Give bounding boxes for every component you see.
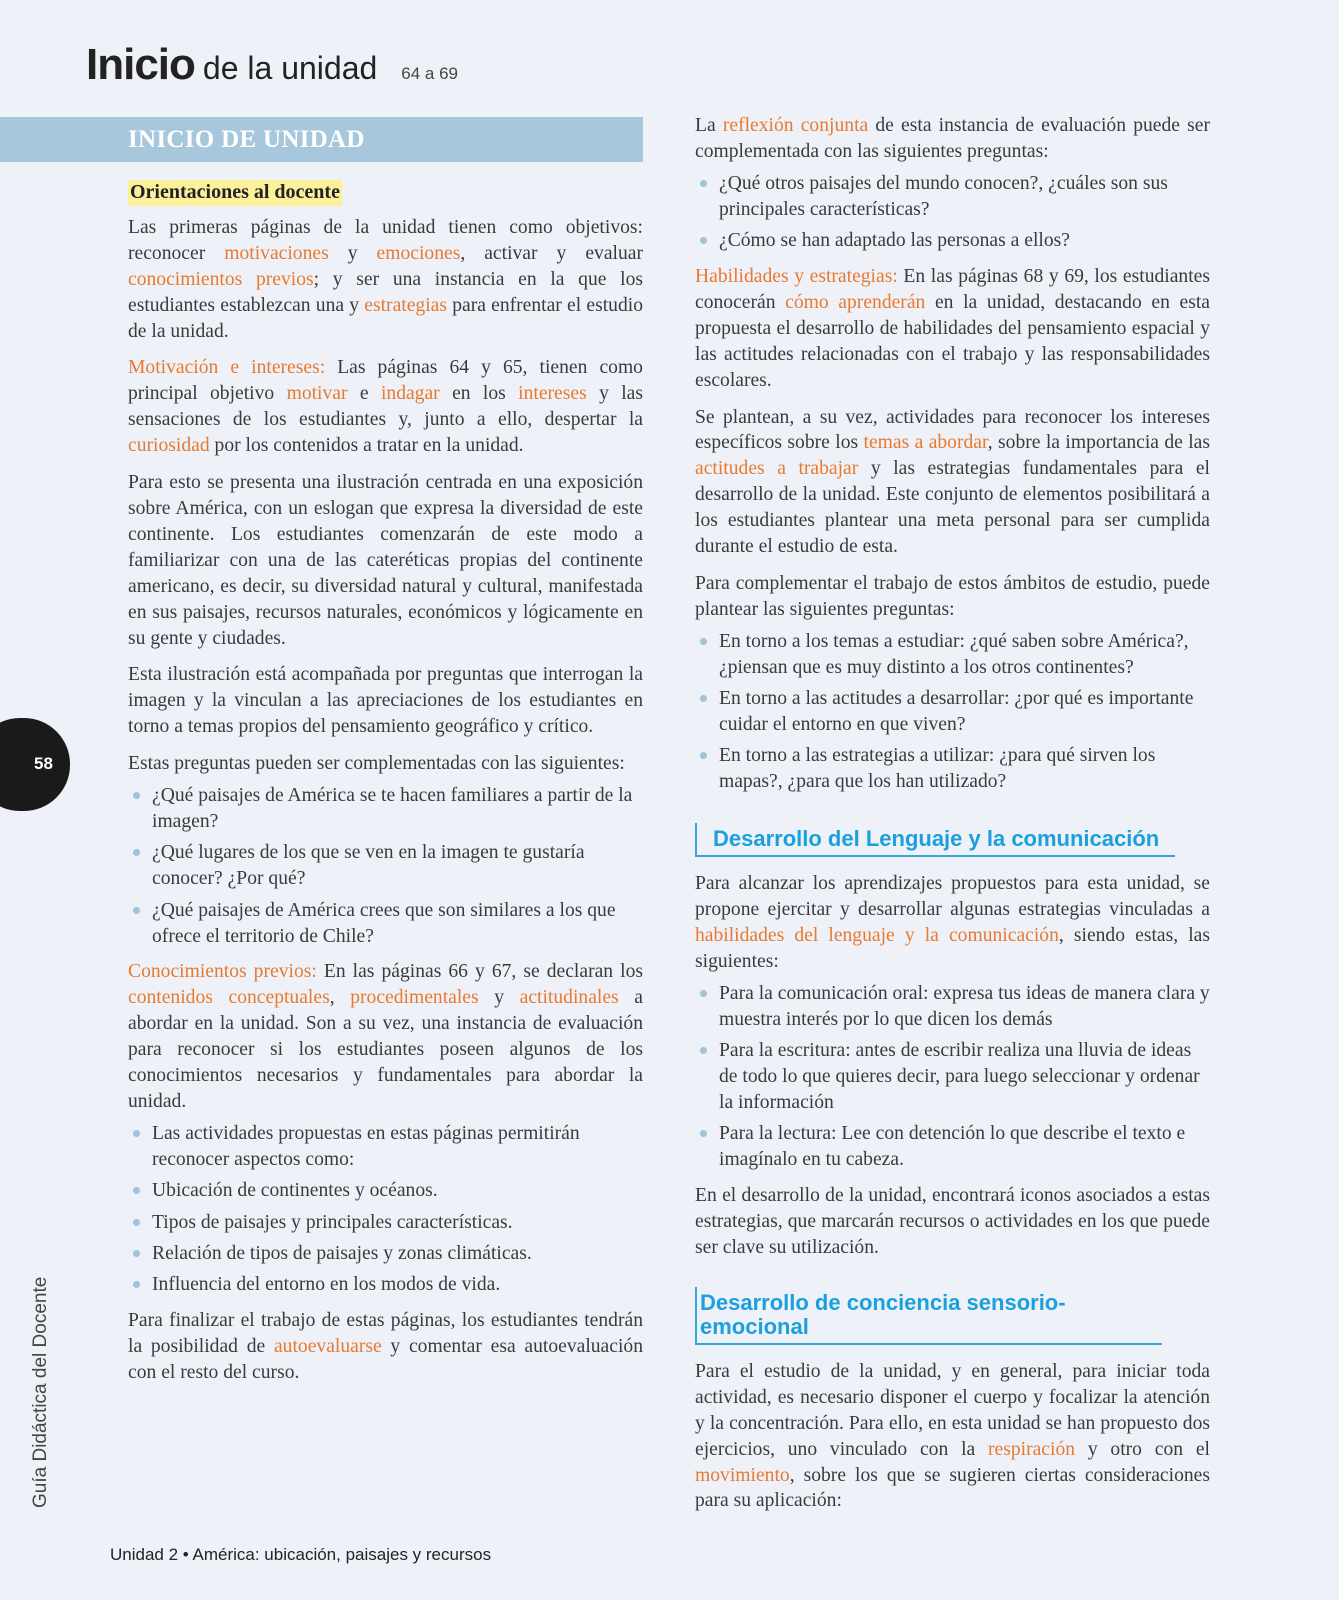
text: y las estrategias fundamentales para el desarrollo de la unidad. Este conjunto de elementos posibilitará a los estudiantes plantear una meta personal para ser cumplida durante el estudio de esta. — [695, 458, 1210, 558]
bullet-icon — [133, 907, 140, 914]
subheading: Habilidades y estrategias: — [695, 266, 898, 288]
text: Las páginas 64 y 65, tienen como principal objetivo — [128, 357, 643, 405]
bullet-icon — [700, 990, 707, 997]
text: Para el estudio de la unidad, y en general, para iniciar toda actividad, es necesario disponer el cuerpo y focalizar la atención y la concentración. Para ello, en esta unidad se han propuesto dos ejercicios, uno vinculado con la — [695, 1360, 1210, 1460]
list-item — [128, 1241, 643, 1267]
list-text: Ubicación de continentes y océanos. — [152, 1180, 438, 1202]
list-text: Influencia del entorno en los modos de vida. — [152, 1274, 501, 1296]
text: , sobre la importancia de las — [987, 432, 1211, 454]
page-number-tab — [0, 718, 70, 811]
text: , sobre los que se sugieren ciertas consideraciones para su aplicación: — [695, 1464, 1210, 1512]
list-item — [695, 743, 1210, 795]
bullet-icon — [133, 1281, 140, 1288]
list-text: Para la lectura: Lee con detención lo que describe el texto e imagínalo en tu cabeza. — [719, 1123, 1186, 1171]
header-pages: 64 a 69 — [401, 64, 459, 83]
subheading: Conocimientos previos: — [128, 961, 317, 983]
text: por los contenidos a tratar en la unidad. — [209, 435, 524, 457]
bullet-icon — [700, 237, 707, 244]
list-item — [128, 783, 643, 835]
text: ; y ser una instancia en la que los estudiantes establezcan una y — [128, 268, 643, 316]
text: y las sensaciones de los estudiantes y, junto a ello, despertar la — [128, 383, 643, 431]
text: , — [329, 987, 351, 1009]
text: para enfrentar el estudio de la unidad. — [128, 294, 643, 342]
list-item — [128, 1210, 643, 1236]
header-title-bold: Inicio — [86, 40, 195, 89]
list-item — [695, 1121, 1210, 1173]
bullet-icon — [700, 1130, 707, 1137]
bullet-icon — [133, 1130, 140, 1137]
aspect-list — [128, 1121, 643, 1298]
highlight: temas a abordar — [863, 432, 988, 454]
footer: Unidad 2 • América: ubicación, paisajes y recursos — [110, 1545, 492, 1564]
paragraph — [695, 871, 1210, 975]
list-item — [128, 1178, 643, 1204]
highlight: contenidos conceptuales — [128, 987, 330, 1009]
bullet-icon — [700, 1047, 707, 1054]
bullet-icon — [700, 695, 707, 702]
list-text: ¿Qué paisajes de América se te hacen familiares a partir de la imagen? — [152, 785, 633, 832]
paragraph — [128, 355, 643, 459]
highlight: motivaciones — [224, 242, 329, 264]
highlight: curiosidad — [128, 435, 210, 457]
banner-title: INICIO DE UNIDAD — [128, 126, 365, 153]
question-list — [695, 171, 1210, 254]
text: e — [347, 383, 381, 405]
text: , activar y evaluar — [460, 242, 643, 264]
bullet-icon — [133, 849, 140, 856]
highlight: estrategias — [364, 294, 447, 316]
list-text: En torno a las estrategias a utilizar: ¿para qué sirven los mapas?, ¿para que los han utilizado? — [719, 745, 1156, 793]
text: Para alcanzar los aprendizajes propuestos para esta unidad, se propone ejercitar y desarrollar algunas estrategias vinculadas a — [695, 873, 1210, 921]
list-text: Para la comunicación oral: expresa tus ideas de manera clara y muestra interés por lo que dicen los demás — [719, 982, 1210, 1030]
list-text: Tipos de paisajes y principales características. — [152, 1211, 513, 1233]
page-number: 58 — [34, 754, 53, 773]
side-title: Guía Didáctica del Docente — [30, 1276, 51, 1508]
text: Para finalizar el trabajo de estas páginas, los estudiantes tendrán la posibilidad de — [128, 1310, 643, 1358]
left-column — [128, 180, 643, 1397]
highlight: motivar — [286, 383, 348, 405]
list-item — [128, 1121, 643, 1173]
highlight: movimiento — [695, 1464, 790, 1486]
highlight: procedimentales — [350, 987, 479, 1009]
text: En las páginas 68 y 69, los estudiantes conocerán — [695, 266, 1210, 313]
list-text: ¿Cómo se han adaptado las personas a ellos? — [719, 230, 1070, 252]
highlight: autoevaluarse — [273, 1336, 382, 1358]
text: y — [328, 242, 377, 264]
section-heading-sensorio: Desarrollo de conciencia sensorio-emocional — [695, 1287, 1162, 1345]
page-header — [86, 40, 458, 90]
list-text: En torno a las actitudes a desarrollar: ¿por qué es importante cuidar el entorno en que viven? — [719, 688, 1194, 736]
highlight: cómo aprenderán — [785, 291, 926, 313]
bullet-icon — [133, 1250, 140, 1257]
text: Las primeras páginas de la unidad tienen como objetivos: reconocer — [128, 216, 643, 264]
paragraph — [695, 264, 1210, 394]
list-item — [695, 1038, 1210, 1116]
question-list — [695, 629, 1210, 795]
highlight: indagar — [380, 383, 440, 405]
list-item — [128, 1272, 643, 1298]
list-text: Para la escritura: antes de escribir realiza una lluvia de ideas de todo lo que quieres decir, para luego seleccionar y ordenar la información — [719, 1040, 1200, 1113]
paragraph: Para complementar el trabajo de estos ámbitos de estudio, puede plantear las siguientes preguntas: — [695, 573, 1210, 620]
paragraph: Estas preguntas pueden ser complementadas con las siguientes: — [128, 753, 625, 775]
section-heading-lenguaje: Desarrollo del Lenguaje y la comunicación — [695, 823, 1175, 857]
bullet-icon — [133, 1187, 140, 1194]
text: y otro con el — [1075, 1438, 1210, 1460]
list-item — [695, 171, 1210, 223]
text: en los — [439, 383, 519, 405]
list-item — [695, 228, 1210, 254]
bullet-icon — [700, 180, 707, 187]
paragraph: Para esto se presenta una ilustración centrada en una exposición sobre América, con un eslogan que expresa la diversidad de este continente. Los estudiantes comenzarán de este modo a familiarizar con una de las cateréticas propias del continente americano, es decir, su diversidad natural y cultural, manifestada en sus paisajes, recursos naturales, económicos y lógicamente en su gente y ciudades. — [128, 472, 643, 649]
text: y — [478, 987, 520, 1009]
list-text: En torno a los temas a estudiar: ¿qué saben sobre América?, ¿piensan que es muy distinto a los otros continentes? — [719, 630, 1189, 678]
list-text: ¿Qué lugares de los que se ven en la imagen te gustaría conocer? ¿Por qué? — [152, 842, 585, 890]
list-text: ¿Qué otros paisajes del mundo conocen?, ¿cuáles son sus principales características? — [719, 172, 1168, 220]
paragraph: Esta ilustración está acompañada por preguntas que interrogan la imagen y la vinculan a las apreciaciones de los estudiantes en torno a temas propios del pensamiento geográfico y crítico. — [128, 664, 643, 738]
highlight: respiración — [988, 1438, 1076, 1460]
paragraph — [128, 1308, 643, 1386]
text: y comentar esa autoevaluación con el resto del curso. — [128, 1336, 643, 1384]
bullet-icon — [133, 792, 140, 799]
section-banner — [0, 117, 643, 162]
text: En las páginas 66 y 67, se declaran los — [316, 961, 643, 983]
bullet-icon — [700, 752, 707, 759]
paragraph — [695, 405, 1210, 560]
highlight: emociones — [376, 242, 461, 264]
paragraph: En el desarrollo de la unidad, encontrará iconos asociados a estas estrategias, que marcarán recursos o actividades en los que puede ser clave su utilización. — [695, 1185, 1210, 1259]
text: a abordar en la unidad. Son a su vez, una instancia de evaluación para reconocer si los estudiantes poseen algunos de los conocimientos necesarios y fundamentales para abordar la unidad. — [128, 987, 643, 1112]
paragraph — [695, 1359, 1210, 1514]
text: en la unidad, destacando en esta propuesta el desarrollo de habilidades del pensamiento espacial y las actitudes relacionadas con el trabajo y las responsabilidades escolares. — [695, 291, 1210, 391]
highlight: actitudes a trabajar — [695, 458, 859, 480]
list-item — [128, 840, 643, 892]
highlight: reflexión conjunta — [722, 115, 869, 136]
text: Se plantean, a su vez, actividades para reconocer los intereses específicos sobre los — [695, 406, 1210, 454]
highlight: actitudinales — [519, 987, 619, 1009]
orientaciones-label: Orientaciones al docente — [128, 180, 342, 206]
strategy-list — [695, 981, 1210, 1173]
right-column — [695, 113, 1210, 1525]
text: La — [695, 115, 723, 136]
text: de esta instancia de evaluación puede ser complementada con las siguientes preguntas: — [695, 115, 1210, 162]
text: , siendo estas, las siguientes: — [695, 925, 1210, 972]
list-item — [695, 686, 1210, 738]
list-text: ¿Qué paisajes de América crees que son similares a los que ofrece el territorio de Chile? — [152, 899, 616, 947]
paragraph — [695, 113, 1210, 165]
header-title-rest: de la unidad — [202, 50, 378, 86]
list-text: Las actividades propuestas en estas páginas permitirán reconocer aspectos como: — [152, 1122, 580, 1170]
highlight: habilidades del lenguaje y la comunicación — [695, 925, 1059, 947]
subheading: Motivación e intereses: — [128, 357, 326, 379]
list-item — [695, 981, 1210, 1033]
highlight: intereses — [518, 383, 587, 405]
list-item — [695, 629, 1210, 681]
paragraph — [128, 215, 643, 345]
list-text: Relación de tipos de paisajes y zonas climáticas. — [152, 1243, 532, 1265]
paragraph — [128, 959, 643, 1114]
highlight: conocimientos previos — [128, 268, 314, 290]
list-item — [128, 898, 643, 950]
question-list — [128, 783, 643, 949]
bullet-icon — [700, 638, 707, 645]
bullet-icon — [133, 1219, 140, 1226]
